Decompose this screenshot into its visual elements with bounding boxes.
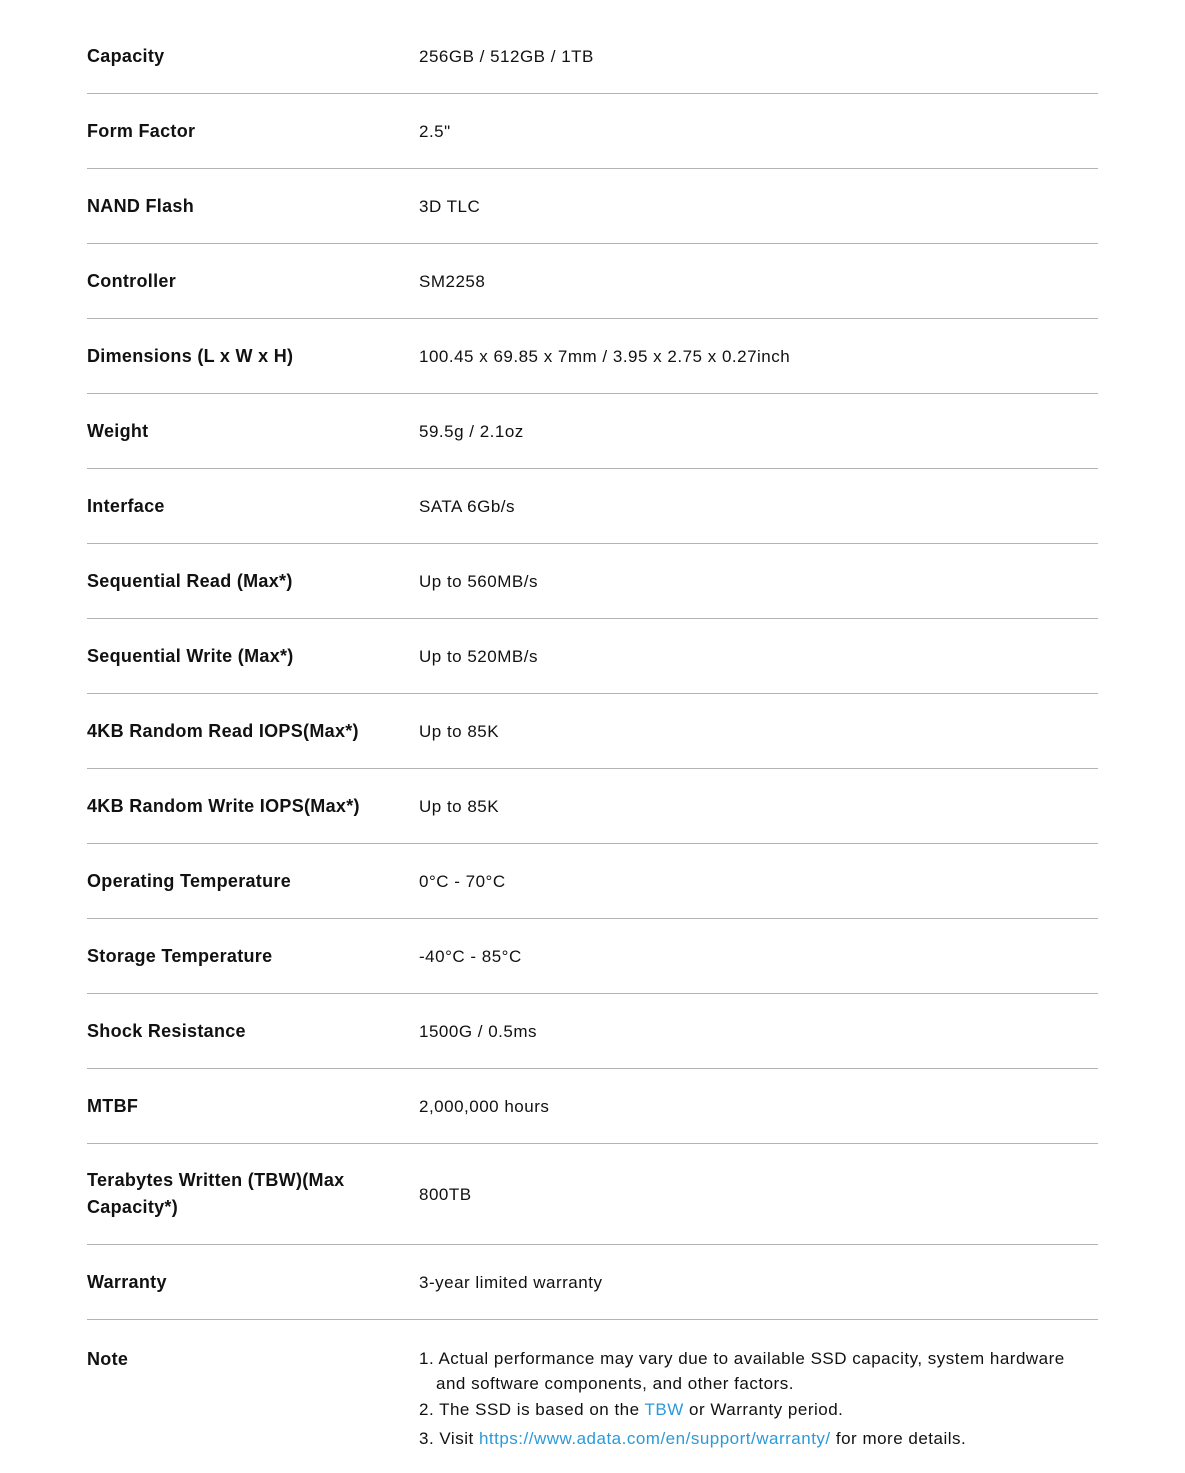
spec-row-storage-temperature: [87, 919, 1098, 994]
spec-label: 4KB Random Read IOPS(Max*): [87, 720, 359, 741]
spec-label: MTBF: [87, 1095, 139, 1116]
spec-value: 100.45 x 69.85 x 7mm / 3.95 x 2.75 x 0.27inch: [419, 346, 791, 366]
spec-row-sequential-write: [87, 619, 1098, 694]
note-content: [419, 1346, 1098, 1452]
spec-row-shock-resistance: [87, 994, 1098, 1069]
spec-label: Weight: [87, 420, 149, 441]
note-text: or Warranty period.: [683, 1400, 844, 1419]
spec-value: SATA 6Gb/s: [419, 496, 516, 516]
spec-row-controller: [87, 244, 1098, 319]
spec-value: SM2258: [419, 271, 486, 291]
spec-row-warranty: [87, 1245, 1098, 1320]
spec-row-interface: [87, 469, 1098, 544]
spec-row-nand-flash: [87, 169, 1098, 244]
note-list: [419, 1346, 1098, 1451]
note-item-3: [419, 1426, 1098, 1451]
spec-label: Controller: [87, 270, 177, 291]
spec-label: 4KB Random Write IOPS(Max*): [87, 795, 360, 816]
spec-label: NAND Flash: [87, 195, 195, 216]
note-item-1: 1. Actual performance may vary due to available SSD capacity, system hardware and software components, and other factors.: [419, 1349, 1065, 1393]
spec-row-dimensions: [87, 319, 1098, 394]
spec-value: 0°C - 70°C: [419, 871, 506, 891]
spec-row-capacity: [87, 19, 1098, 94]
spec-row-random-write: [87, 769, 1098, 844]
note-label: Note: [87, 1349, 129, 1369]
spec-value: 256GB / 512GB / 1TB: [419, 46, 594, 66]
spec-row-weight: [87, 394, 1098, 469]
spec-label: Sequential Read (Max*): [87, 570, 293, 591]
spec-row-operating-temperature: [87, 844, 1098, 919]
note-text: for more details.: [830, 1429, 967, 1448]
spec-value: Up to 85K: [419, 721, 500, 741]
tbw-link[interactable]: TBW: [644, 1400, 684, 1419]
spec-label: Interface: [87, 495, 165, 516]
spec-value: -40°C - 85°C: [419, 946, 522, 966]
spec-label: Terabytes Written (TBW)(Max Capacity*): [87, 1170, 345, 1217]
spec-value: Up to 520MB/s: [419, 646, 538, 666]
spec-value: 3D TLC: [419, 196, 481, 216]
warranty-url-link[interactable]: https://www.adata.com/en/support/warranty/: [478, 1429, 831, 1448]
spec-label: Sequential Write (Max*): [87, 645, 294, 666]
spec-value: 2.5": [419, 121, 451, 141]
spec-value: Up to 85K: [419, 796, 500, 816]
spec-row-mtbf: [87, 1069, 1098, 1144]
spec-label: Shock Resistance: [87, 1020, 246, 1041]
note-text: 3. Visit: [419, 1429, 479, 1448]
spec-row-note: [87, 1320, 1098, 1466]
spec-value: Up to 560MB/s: [419, 571, 538, 591]
spec-row-sequential-read: [87, 544, 1098, 619]
spec-value: 800TB: [419, 1184, 472, 1204]
spec-row-form-factor: [87, 94, 1098, 169]
spec-label: Dimensions (L x W x H): [87, 345, 294, 366]
spec-label: Operating Temperature: [87, 870, 292, 891]
spec-row-tbw: [87, 1144, 1098, 1245]
spec-label: Storage Temperature: [87, 945, 273, 966]
spec-value: 1500G / 0.5ms: [419, 1021, 538, 1041]
spec-table: [87, 19, 1098, 1466]
spec-value: 2,000,000 hours: [419, 1096, 550, 1116]
note-item-2: [419, 1397, 1098, 1422]
spec-value: 59.5g / 2.1oz: [419, 421, 524, 441]
spec-label: Capacity: [87, 45, 165, 66]
note-text: 2. The SSD is based on the: [419, 1400, 645, 1419]
spec-label: Form Factor: [87, 120, 196, 141]
spec-label: Warranty: [87, 1271, 167, 1292]
spec-value: 3-year limited warranty: [419, 1272, 603, 1292]
spec-row-random-read: [87, 694, 1098, 769]
